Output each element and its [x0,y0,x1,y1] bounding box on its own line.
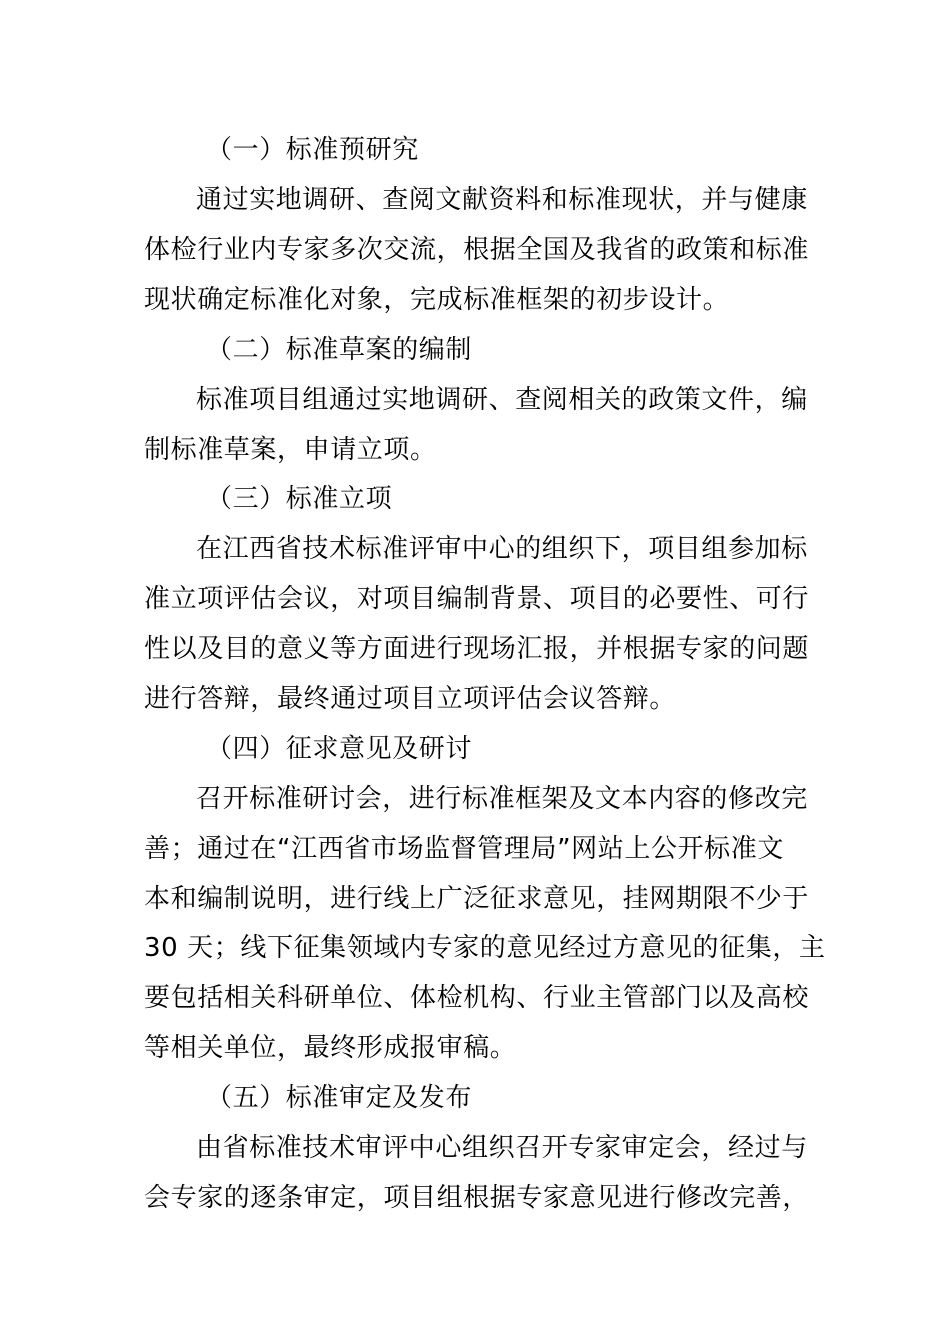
paragraph-line: 准立项评估会议，对项目编制背景、项目的必要性、可行 [144,584,810,614]
paragraph-line: 体检行业内专家多次交流，根据全国及我省的政策和标准 [144,235,810,265]
paragraph-line: 性以及目的意义等方面进行现场汇报，并根据专家的问题 [144,634,810,664]
paragraph-line: 本和编制说明，进行线上广泛征求意见，挂网期限不少于 [144,884,810,914]
section-heading: （五）标准审定及发布 [206,1083,473,1113]
paragraph-line: 善；通过在“江西省市场监督管理局”网站上公开标准文 [144,834,784,864]
section-heading: （二）标准草案的编制 [206,335,473,365]
paragraph-line: 制标准草案，申请立项。 [144,435,437,465]
paragraph-line: 通过实地调研、查阅文献资料和标准现状，并与健康 [196,185,808,215]
section-heading: （四）征求意见及研讨 [206,734,473,764]
paragraph-line: 进行答辩，最终通过项目立项评估会议答辩。 [144,684,677,714]
paragraph-line: 召开标准研讨会，进行标准框架及文本内容的修改完 [196,784,808,814]
paragraph-line: 由省标准技术审评中心组织召开专家审定会，经过与 [196,1133,808,1163]
paragraph-line: 30 天；线下征集领域内专家的意见经过方意见的征集，主 [144,933,826,963]
paragraph-line: 现状确定标准化对象，完成标准框架的初步设计。 [144,285,730,315]
paragraph-line: 要包括相关科研单位、体检机构、行业主管部门以及高校 [144,983,810,1013]
section-heading: （一）标准预研究 [206,135,419,165]
paragraph-line: 在江西省技术标准评审中心的组织下，项目组参加标 [196,534,808,564]
section-heading: （三）标准立项 [206,484,393,514]
paragraph-line: 会专家的逐条审定，项目组根据专家意见进行修改完善， [144,1183,810,1213]
paragraph-line: 标准项目组通过实地调研、查阅相关的政策文件，编 [196,385,808,415]
paragraph-line: 等相关单位，最终形成报审稿。 [144,1033,517,1063]
